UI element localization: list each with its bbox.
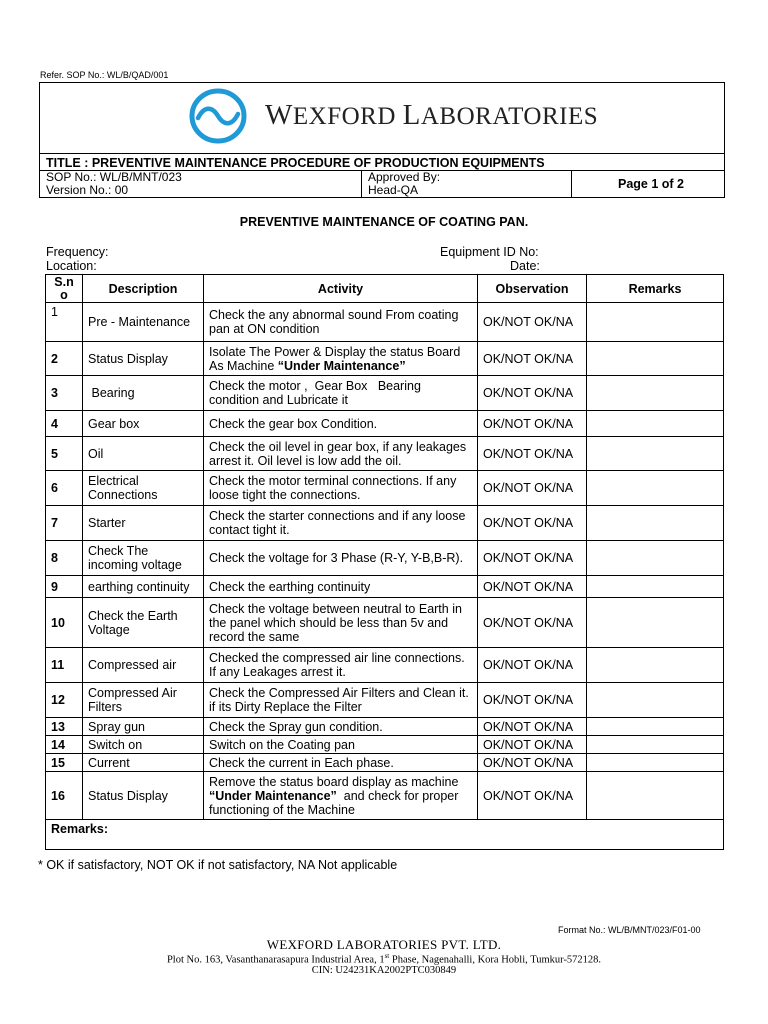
row-activity: Check the oil level in gear box, if any leakages arrest it. Oil level is low add the oil. — [204, 437, 478, 471]
wexford-logo-icon — [188, 88, 248, 144]
header-observation: Observation — [478, 275, 587, 303]
row-remarks[interactable] — [587, 683, 724, 718]
row-observation: OK/NOT OK/NA — [478, 506, 587, 541]
approved-by-value: Head-QA — [368, 183, 419, 197]
format-number: Format No.: WL/B/MNT/023/F01-00 — [558, 925, 701, 935]
row-observation: OK/NOT OK/NA — [478, 411, 587, 437]
row-description: earthing continuity — [83, 576, 204, 598]
row-sno: 11 — [46, 648, 83, 683]
row-remarks[interactable] — [587, 437, 724, 471]
table-row — [46, 736, 724, 754]
row-observation: OK/NOT OK/NA — [478, 683, 587, 718]
table-row — [46, 342, 724, 376]
row-remarks[interactable] — [587, 718, 724, 736]
row-sno: 14 — [46, 736, 83, 754]
row-description: Oil — [83, 437, 204, 471]
row-sno: 5 — [46, 437, 83, 471]
table-row — [46, 411, 724, 437]
company-cin: CIN: U24231KA2002PTC030849 — [311, 965, 457, 976]
row-sno: 7 — [46, 506, 83, 541]
brand-name: WEXFORD LABORATORIES — [265, 99, 599, 131]
version-number: Version No.: 00 — [46, 183, 129, 197]
row-observation: OK/NOT OK/NA — [478, 342, 587, 376]
table-row — [46, 598, 724, 648]
row-activity: Checked the compressed air line connections. If any Leakages arrest it. — [204, 648, 478, 683]
table-row — [46, 506, 724, 541]
table-row — [46, 718, 724, 736]
row-observation: OK/NOT OK/NA — [478, 772, 587, 820]
row-activity: Check the current in Each phase. — [204, 754, 478, 772]
row-sno: 15 — [46, 754, 83, 772]
row-observation: OK/NOT OK/NA — [478, 303, 587, 342]
row-activity: Check the motor terminal connections. If any loose tight the connections. — [204, 471, 478, 506]
row-remarks[interactable] — [587, 471, 724, 506]
location-label: Location: — [46, 259, 97, 273]
row-observation: OK/NOT OK/NA — [478, 576, 587, 598]
row-observation: OK/NOT OK/NA — [478, 541, 587, 576]
company-name: WEXFORD LABORATORIES PVT. LTD. — [266, 937, 502, 952]
table-row — [46, 376, 724, 411]
row-sno: 4 — [46, 411, 83, 437]
table-row — [46, 303, 724, 342]
row-activity: Check the any abnormal sound From coating pan at ON condition — [204, 303, 478, 342]
row-sno: 10 — [46, 598, 83, 648]
row-observation: OK/NOT OK/NA — [478, 437, 587, 471]
footnote: * OK if satisfactory, NOT OK if not satisfactory, NA Not applicable — [38, 858, 398, 872]
row-description: Gear box — [83, 411, 204, 437]
row-description: Status Display — [83, 342, 204, 376]
maintenance-table — [45, 274, 724, 850]
approved-by-label: Approved By: — [368, 170, 441, 184]
row-activity: Remove the status board display as machine “Under Maintenance” and check for proper functioning of the Machine — [204, 772, 478, 820]
row-description: Status Display — [83, 772, 204, 820]
row-observation: OK/NOT OK/NA — [478, 471, 587, 506]
row-activity: Isolate The Power & Display the status Board As Machine “Under Maintenance” — [204, 342, 478, 376]
header-description: Description — [83, 275, 204, 303]
row-activity: Switch on the Coating pan — [204, 736, 478, 754]
row-remarks[interactable] — [587, 376, 724, 411]
remarks-row — [46, 820, 724, 850]
row-activity: Check the gear box Condition. — [204, 411, 478, 437]
row-description: Current — [83, 754, 204, 772]
row-activity: Check the voltage between neutral to Earth in the panel which should be less than 5v and record the same — [204, 598, 478, 648]
row-remarks[interactable] — [587, 598, 724, 648]
row-description: Compressed Air Filters — [83, 683, 204, 718]
table-header-row — [46, 275, 724, 303]
row-remarks[interactable] — [587, 736, 724, 754]
row-sno: 1 — [46, 303, 83, 342]
row-activity: Check the Compressed Air Filters and Clean it. if its Dirty Replace the Filter — [204, 683, 478, 718]
row-activity: Check the earthing continuity — [204, 576, 478, 598]
row-remarks[interactable] — [587, 506, 724, 541]
row-observation: OK/NOT OK/NA — [478, 754, 587, 772]
row-description: Check The incoming voltage — [83, 541, 204, 576]
row-description: Spray gun — [83, 718, 204, 736]
remarks-field[interactable]: Remarks: — [46, 820, 724, 850]
table-row — [46, 437, 724, 471]
row-description: Switch on — [83, 736, 204, 754]
row-activity: Check the starter connections and if any loose contact tight it. — [204, 506, 478, 541]
row-observation: OK/NOT OK/NA — [478, 376, 587, 411]
row-description: Compressed air — [83, 648, 204, 683]
table-row — [46, 772, 724, 820]
header-sno: S.n o — [46, 275, 83, 303]
row-description: Check the Earth Voltage — [83, 598, 204, 648]
company-address: Plot No. 163, Vasanthanarasapura Industrial Area, 1st Phase, Nagenahalli, Kora Hobli, Tumkur-572128. — [166, 952, 602, 966]
sop-number: SOP No.: WL/B/MNT/023 — [46, 170, 182, 184]
row-activity: Check the Spray gun condition. — [204, 718, 478, 736]
row-sno: 6 — [46, 471, 83, 506]
row-description: Pre - Maintenance — [83, 303, 204, 342]
row-observation: OK/NOT OK/NA — [478, 736, 587, 754]
table-row — [46, 541, 724, 576]
reference-sop: Refer. SOP No.: WL/B/QAD/001 — [40, 70, 169, 80]
sop-cell — [40, 171, 362, 198]
row-remarks[interactable] — [587, 648, 724, 683]
meta-row — [40, 171, 724, 198]
header-remarks: Remarks — [587, 275, 724, 303]
frequency-label: Frequency: — [46, 245, 109, 259]
document-title: TITLE : PREVENTIVE MAINTENANCE PROCEDURE OF PRODUCTION EQUIPMENTS — [40, 153, 724, 171]
page-info: Page 1 of 2 — [618, 177, 684, 191]
row-remarks[interactable] — [587, 576, 724, 598]
table-row — [46, 648, 724, 683]
row-sno: 16 — [46, 772, 83, 820]
row-remarks[interactable] — [587, 754, 724, 772]
row-activity: Check the motor , Gear Box Bearing condition and Lubricate it — [204, 376, 478, 411]
table-row — [46, 754, 724, 772]
row-sno: 3 — [46, 376, 83, 411]
row-observation: OK/NOT OK/NA — [478, 598, 587, 648]
row-remarks[interactable] — [587, 411, 724, 437]
row-sno: 12 — [46, 683, 83, 718]
approved-cell — [362, 171, 572, 198]
row-remarks[interactable] — [587, 303, 724, 342]
row-remarks[interactable] — [587, 541, 724, 576]
table-row — [46, 471, 724, 506]
section-heading: PREVENTIVE MAINTENANCE OF COATING PAN. — [239, 215, 529, 229]
row-remarks[interactable] — [587, 342, 724, 376]
row-description: Electrical Connections — [83, 471, 204, 506]
row-description: Starter — [83, 506, 204, 541]
row-description: Bearing — [83, 376, 204, 411]
document-header — [39, 82, 725, 198]
table-row — [46, 683, 724, 718]
date-label: Date: — [510, 259, 540, 273]
row-sno: 13 — [46, 718, 83, 736]
row-remarks[interactable] — [587, 772, 724, 820]
row-observation: OK/NOT OK/NA — [478, 648, 587, 683]
table-row — [46, 576, 724, 598]
row-sno: 8 — [46, 541, 83, 576]
equipment-id-label: Equipment ID No: — [440, 245, 539, 259]
row-sno: 2 — [46, 342, 83, 376]
row-sno: 9 — [46, 576, 83, 598]
row-activity: Check the voltage for 3 Phase (R-Y, Y-B,B-R). — [204, 541, 478, 576]
logo-row — [40, 83, 724, 153]
row-observation: OK/NOT OK/NA — [478, 718, 587, 736]
header-activity: Activity — [204, 275, 478, 303]
